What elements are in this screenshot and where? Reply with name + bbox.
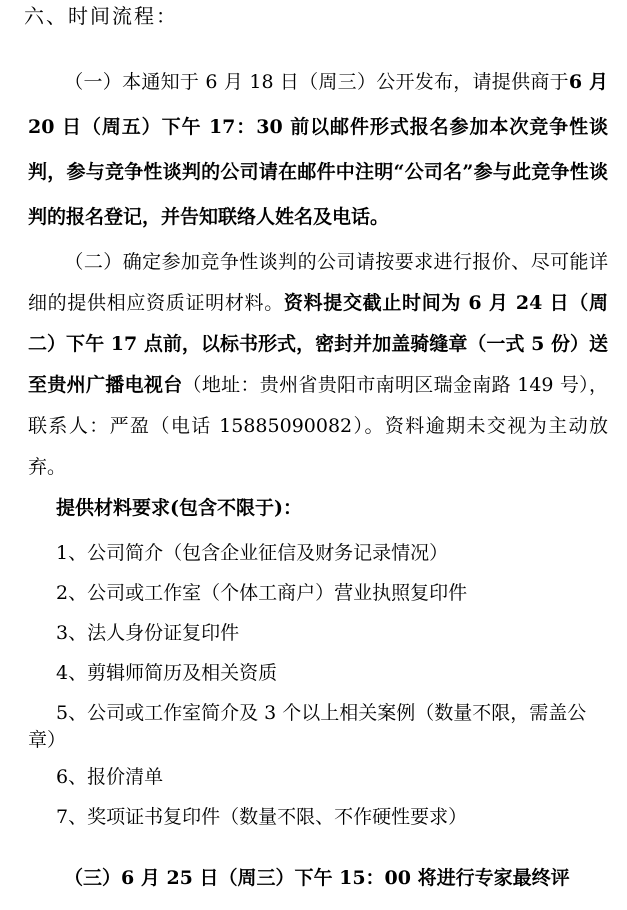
section-heading: 六、时间流程： <box>24 4 178 28</box>
list-item: 5、公司或工作室简介及 3 个以上相关案例（数量不限，需盖公章） <box>28 702 587 751</box>
paragraph-evaluation-bold: （三）6 月 25 日（周三）下午 15：00 将进行专家最终评 <box>64 867 570 889</box>
paragraph-submission-bold: 资料提交截止时间为 6 月 24 日（周二）下午 17 点前，以标书形式，密封并加盖骑缝章（一式 5 份）送至贵州广播电视台 <box>28 292 608 396</box>
paragraph-submission-text: （二）确定参加竞争性谈判的公司请按要求进行报价、尽可能详细的提供相应资质证明材料。 <box>28 251 608 314</box>
paragraph-evaluation <box>28 858 608 898</box>
requirements-title: 提供材料要求(包含不限于)： <box>56 497 302 519</box>
paragraph-submission <box>28 242 608 488</box>
paragraph-registration <box>28 60 608 240</box>
paragraph-registration-bold: 6 月 20 日（周五）下午 17：30 前以邮件形式报名参加本次竞争性谈判，参与竞争性谈判的公司请在邮件中注明“公司名”参与此竞争性谈判的报名登记，并告知联络人姓名及电话。 <box>28 71 608 228</box>
list-item: 6、报价清单 <box>56 766 164 788</box>
list-item: 3、法人身份证复印件 <box>56 622 240 644</box>
requirements-list <box>28 540 608 844</box>
paragraph-registration-text: （一）本通知于 6 月 18 日（周三）公开发布，请提供商于 <box>64 71 569 93</box>
list-item: 1、公司简介（包含企业征信及财务记录情况） <box>56 542 449 564</box>
paragraph-submission-address: （地址：贵州省贵阳市南明区瑞金南路 149 号），联系人：严盈（电话 15885090082）。资料逾期未交视为主动放弃。 <box>28 374 608 478</box>
list-item: 7、奖项证书复印件（数量不限、不作硬性要求） <box>56 806 468 828</box>
list-item: 2、公司或工作室（个体工商户）营业执照复印件 <box>56 582 468 604</box>
list-item: 4、剪辑师简历及相关资质 <box>56 662 278 684</box>
